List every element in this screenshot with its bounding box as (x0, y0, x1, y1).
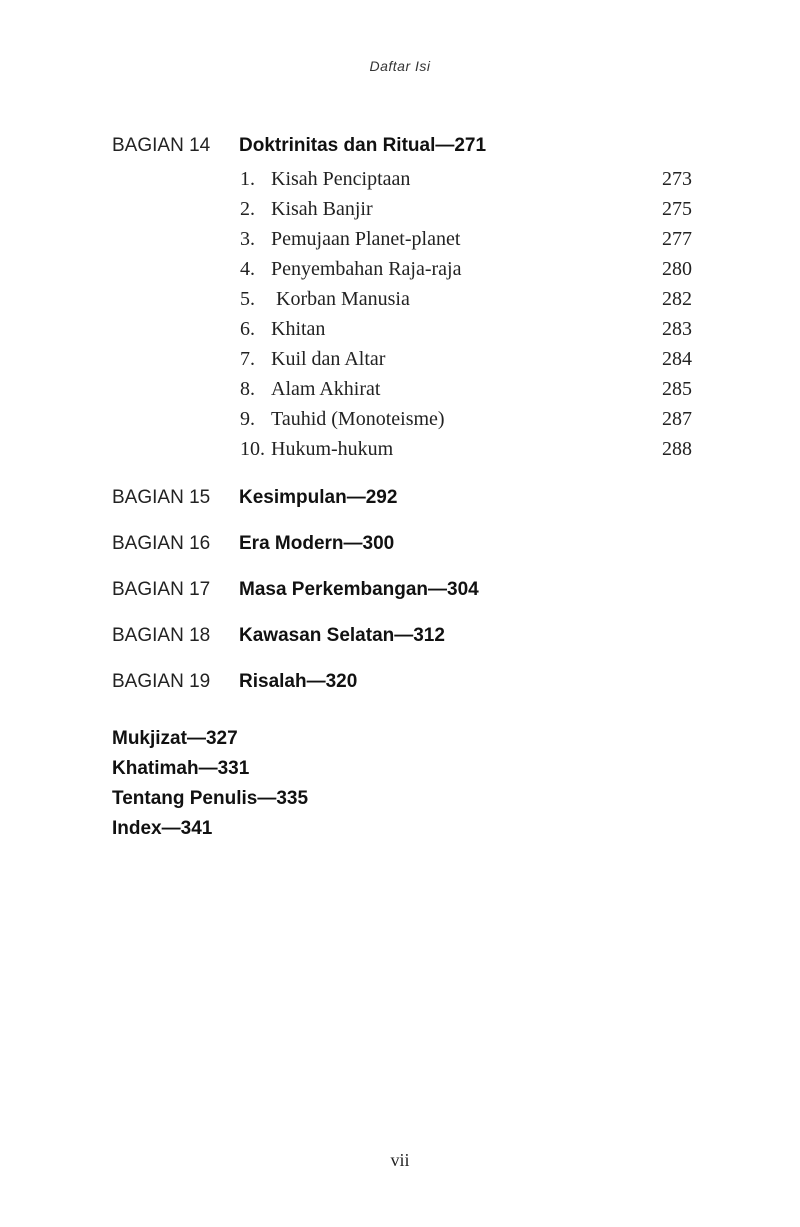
subitem-page: 282 (662, 288, 692, 310)
toc-back-matter (112, 728, 308, 848)
part-title: Kawasan Selatan—312 (239, 625, 445, 646)
subitem-number: 10. (240, 438, 265, 460)
subitem-title: Hukum-hukum (271, 438, 394, 460)
subitem-page: 288 (662, 438, 692, 460)
subitem-number: 1. (240, 168, 255, 190)
subitem-page: 275 (662, 198, 692, 220)
subitem-number: 8. (240, 378, 255, 400)
part-title: Masa Perkembangan—304 (239, 579, 479, 600)
subitem-page: 284 (662, 348, 692, 370)
part-title: Kesimpulan—292 (239, 487, 398, 508)
part-title: Risalah—320 (239, 671, 358, 692)
subitem-page: 277 (662, 228, 692, 250)
running-header: Daftar Isi (369, 58, 431, 74)
subitem-title: Kuil dan Altar (271, 348, 386, 370)
part-label: BAGIAN 15 (112, 487, 211, 508)
part-label: BAGIAN 16 (112, 533, 211, 554)
toc-entry-khatimah: Khatimah—331 (112, 758, 250, 779)
toc-subitem (240, 348, 692, 378)
subitem-title: Khitan (271, 318, 326, 340)
part-title: Doktrinitas dan Ritual—271 (239, 135, 487, 156)
toc-subitem (240, 198, 692, 228)
subitem-number: 9. (240, 408, 255, 430)
toc-subitem (240, 258, 692, 288)
subitem-page: 273 (662, 168, 692, 190)
toc-subitems (240, 168, 692, 468)
part-label: BAGIAN 19 (112, 671, 211, 692)
subitem-number: 5. (240, 288, 255, 310)
subitem-page: 287 (662, 408, 692, 430)
toc-entry-mukjizat: Mukjizat—327 (112, 728, 238, 749)
subitem-title: Pemujaan Planet-planet (271, 228, 461, 250)
subitem-number: 7. (240, 348, 255, 370)
subitem-number: 4. (240, 258, 255, 280)
toc-subitem (240, 408, 692, 438)
subitem-page: 280 (662, 258, 692, 280)
subitem-title: Kisah Banjir (271, 198, 373, 220)
toc-subitem (240, 318, 692, 348)
subitem-title: Korban Manusia (271, 288, 410, 310)
toc-subitem (240, 228, 692, 258)
subitem-page: 283 (662, 318, 692, 340)
subitem-page: 285 (662, 378, 692, 400)
toc-subitem (240, 378, 692, 408)
page-number: vii (390, 1150, 410, 1170)
subitem-title: Kisah Penciptaan (271, 168, 411, 190)
part-label: BAGIAN 17 (112, 579, 211, 600)
toc-subitem (240, 168, 692, 198)
subitem-number: 3. (240, 228, 255, 250)
subitem-number: 6. (240, 318, 255, 340)
toc-entry-tentang-penulis: Tentang Penulis—335 (112, 788, 309, 809)
subitem-number: 2. (240, 198, 255, 220)
toc-subitem (240, 288, 692, 318)
toc-subitem (240, 438, 692, 468)
subitem-title: Alam Akhirat (271, 378, 381, 400)
part-label: BAGIAN 18 (112, 625, 211, 646)
toc-entry-index: Index—341 (112, 818, 213, 839)
subitem-title: Tauhid (Monoteisme) (271, 408, 445, 430)
part-label: BAGIAN 14 (112, 135, 211, 156)
part-title: Era Modern—300 (239, 533, 395, 554)
subitem-title: Penyembahan Raja-raja (271, 258, 462, 280)
